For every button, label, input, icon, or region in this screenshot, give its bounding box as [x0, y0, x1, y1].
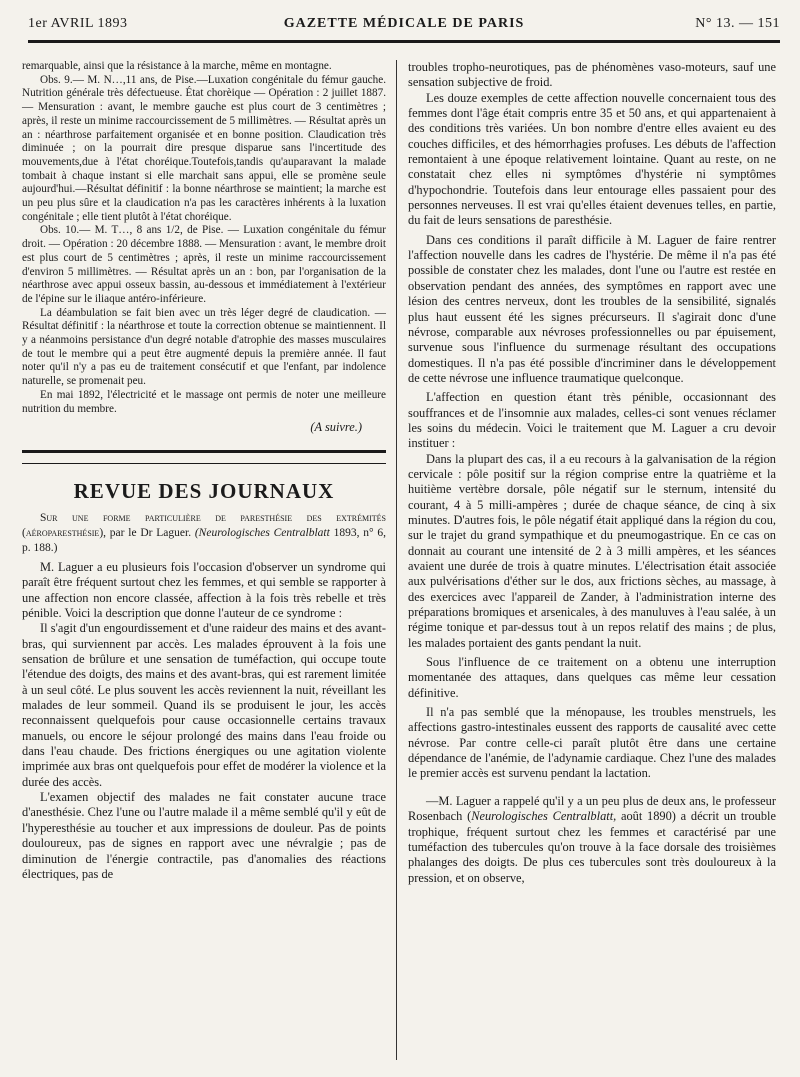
- article-journal: (Neurologisches Centralblatt: [194, 526, 330, 539]
- header-rule: [28, 40, 780, 43]
- page-header: [28, 14, 780, 36]
- section-title: REVUE DES JOURNAUX: [73, 478, 335, 503]
- paragraph: Il n'a pas semblé que la ménopause, les troubles menstruels, les affections gastro-intestinales eussent des rapports de causalité avec cette névrose. Par contre celle-ci paraît plutôt être dans une certaine dépendance de l'anémie, de l'adynamie cardiaque. Chez l'une des malades le premier accès est survenu pendant la lactation.: [408, 705, 776, 781]
- left-column: [22, 60, 386, 882]
- section-rule: [22, 450, 386, 453]
- paragraph: L'affection en question étant très pénible, occasionnant des souffrances et de l'insomnie aux malades, celles-ci sont venues réclamer les soins du médecin. Voici le traitement que M. Laguer a cru devoir instituer :: [408, 390, 776, 451]
- text-run: —M. Laguer a rappelé qu'il y a un peu plus de deux ans, le professeur Rosenbach (: [408, 793, 776, 824]
- to-be-continued: (A suivre.): [310, 420, 362, 435]
- article-title-main: Sur une forme particulière de paresthésie des extrémités (aéroparesthésie),: [22, 511, 386, 539]
- paragraph: Dans ces conditions il paraît difficile à M. Laguer de faire rentrer l'affection nouvelle dans les cadres de l'hystérie. De même il n'a pas été possible de constater chez les malades, dont l'une ou l'autre est restée en observation pendant des années, des symptômes en rapport avec une lésion des centres nerveux, dont les troubles de la sensibilité, signalés plus haut eussent été les signes précurseurs. Il s'agirait donc d'une névrose, comparable aux névroses professionnelles ou par épuisement, survenue sous l'influence du surmenage résultant des occupations domestiques. Il n'a pas été possible d'incriminer dans le développement de cette névrose une influence traumatique quelconque.: [408, 232, 776, 385]
- observation-10: Obs. 10.— M. T…, 8 ans 1/2, de Pise. — Luxation congénitale du fémur droit. — Opération : 20 décembre 1888. — Mensuration : avant, le membre droit est plus court de 5 centimètres ; après, il reste un minime raccourcissement d'environ 5 millimètres. — Résultat après un an : bon, par l'organisation de la néarthrose avec appui osseux bassin, au-dessous et immédiatement à l'extérieur de l'épine sur le iliaque antéro-inférieure.: [22, 224, 386, 305]
- journal-title: GAZETTE MÉDICALE DE PARIS: [283, 16, 525, 31]
- paragraph: L'examen objectif des malades ne fait constater aucune trace d'anesthésie. Chez l'une ou l'autre malade il a même semblé qu'il y eût de l'hyperesthésie au toucher et aux impressions de douleur. Pas de points douloureux, pas de signes en rapport avec une névralgie ; pas de diminution de l'énergie contractile, pas d'anomalies des réactions électriques, pas de: [22, 790, 386, 881]
- paragraph: M. Laguer a eu plusieurs fois l'occasion d'observer un syndrome qui paraît être fréquent surtout chez les femmes, et qui semble se rapporter à une affection non encore classée, affection à la fois très rebelle et très pénible. Voici la description que donne l'auteur de ce syndrome :: [22, 559, 386, 620]
- article-title: [22, 511, 386, 556]
- paragraph: En mai 1892, l'électricité et le massage ont permis de noter une meilleure nutrition du membre.: [22, 388, 386, 415]
- paragraph: Les douze exemples de cette affection nouvelle concernaient tous des femmes dont l'âge était compris entre 35 et 50 ans, et qui appartenaient à des conditions très variées. Un bon nombre d'entre elles avaient eu des couches difficiles, et des hémorrhagies profuses. Les débuts de l'affection remontaient à une époque relativement lointaine. Quant au reste, on ne constatait chez elles ni symptômes d'hystérie ni symptômes d'hypochondrie. Toutefois dans leur entourage elles passaient pour des personnes nerveuses. Il est vrai qu'elles étaient devenues telles, en partie, du fait de leurs sensations de paresthésie.: [408, 90, 776, 228]
- article-author: par le Dr Laguer.: [106, 526, 195, 539]
- right-column: [408, 60, 776, 886]
- paragraph: Dans la plupart des cas, il a eu recours à la galvanisation de la région cervicale : pôle positif sur la région comprise entre la quatrième et la huitième vertèbre dorsale, pôle négatif sur le sternum, intensité du courant, 4 à 5 milli-ampères ; durée de chaque séance, de cinq à six minutes. D'autres fois, le pôle négatif était appliqué dans la région du cou, sur le trajet du grand sympathique et du pneumogastrique. En ce cas on donnait au courant une intensité de 2 à 3 milli ampères, et les séances avaient une durée de trois à quatre minutes. L'électrisation était associée aux pulvérisations d'éther sur le dos, aux frictions sèches, au massage, à des exercices avec l'appareil de Zander, à l'administration interne des préparations bromiques et arsenicales, à des manuluves à l'eau salée, à un régime tonique et par-dessus tout à un repos relatif des mains ; de plus, les malades portaient des gants pendant la nuit.: [408, 451, 776, 650]
- paragraph: [408, 794, 776, 886]
- article-reference: 1893, n° 6, p. 188.): [22, 526, 386, 554]
- paragraph: Il s'agit d'un engourdissement et d'une raideur des mains et des avant-bras, qui surviennent par accès. Les malades éprouvent à la fois une sensation de brûlure et une sensation de tuméfaction, qui occupe toute l'étendue des doigts, des mains et des avant-bras, qui est rarement limitée à un seul côté. Le plus souvent les accès reviennent la nuit, réveillant les malades de leur sommeil. Quand ils se produisent le jour, les accès reconnaissent quelquefois pour cause occasionnelle certains travaux manuels, ou encore le séjour prolongé des mains dans l'eau froide ou dans l'eau chaude. Des frictions énergiques ou une agitation violente imprimée aux bras ont quelquefois pour effet de modérer la violence et la durée des accès.: [22, 621, 386, 789]
- column-divider: [396, 60, 397, 1060]
- observation-9: Obs. 9.— M. N…,11 ans, de Pise.—Luxation congénitale du fémur gauche. Nutrition générale très défectueuse. État chorèique — Opération : 2 juillet 1887. — Mensuration : avant, le membre gauche est plus court de 3 centimètres ; après, il reste un minime raccourcissement de 5 millimètres. — Résultat après un an : néarthrose parfaitement organisée et en bonne position. Claudication très diminuée ; on la pourrait dire presque disparue sans l'incertitude des mouvements,due à l'état choréique.Toutefois,tandis qu'auparavant la malade tombait à chaque instant si elle marchait sans appui, elle se promène seule aujourd'hui.—Résultat définitif : la bonne néarthrose se maintient; la marche est un peu plus sûre et la claudication n'a pas les caractères inhérents à la luxation congénitale ; elle tient plutôt à l'état choréique.: [22, 73, 386, 223]
- journal-reference: Neurologisches Centralblatt: [471, 809, 614, 824]
- section-rule-thin: [22, 463, 386, 464]
- paragraph: troubles tropho-neurotiques, pas de phénomènes vaso-moteurs, sauf une sensation subjective de froid.: [408, 60, 776, 90]
- issue-date: 1er AVRIL 1893: [28, 16, 128, 31]
- paragraph: La déambulation se fait bien avec un très léger degré de claudication. — Résultat définitif : la néarthrose et toute la correction obtenue se maintiennent. Il y a néanmoins persistance d'un degré notable d'atrophie des masses musculaires de tout le membre qui a peut être augmenté depuis la première année. Il faut noter qu'il n'y a pas eu de traitement consécutif et que l'enfant, par indolence naturelle, se promenait peu.: [22, 306, 386, 388]
- page-number: N° 13. — 151: [695, 16, 780, 31]
- paragraph: Sous l'influence de ce traitement on a obtenu une interruption momentanée des attaques, dans quelques cas même leur cessation définitive.: [408, 655, 776, 700]
- paragraph: remarquable, ainsi que la résistance à la marche, même en montagne.: [22, 60, 332, 72]
- text-run: , août 1890) a décrit un trouble trophique, fréquent surtout chez les femmes et caractérisé par une tuméfaction des tubercules qu'on trouve à la face dorsale des troisièmes phalanges des doigts. De plus ces tubercules sont très douloureux à la pression, et on observe,: [408, 809, 776, 885]
